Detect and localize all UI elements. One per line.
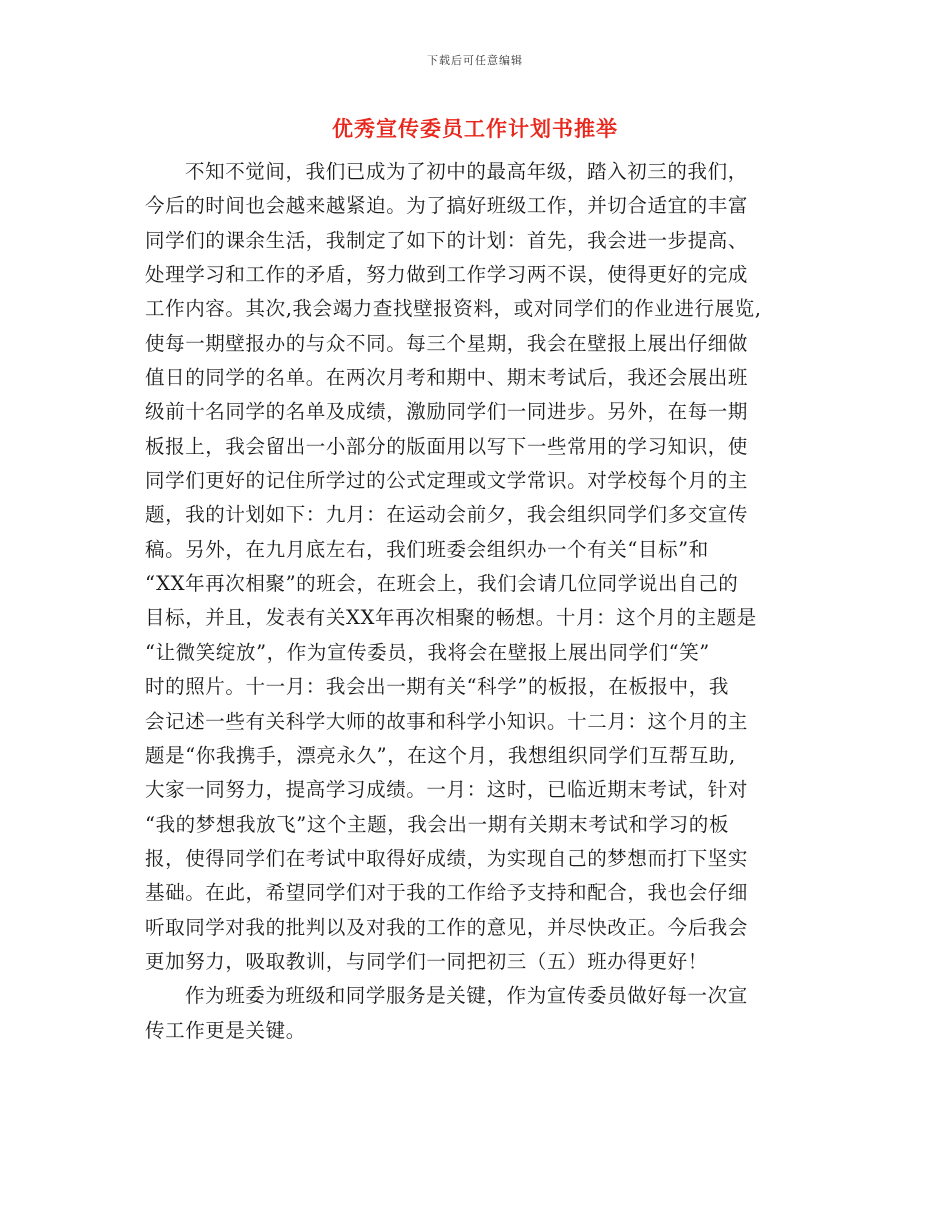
paragraph-line: 传工作更是关键。 <box>145 1018 306 1042</box>
paragraph-line: “让微笑绽放”，作为宣传委员，我将会在壁报上展出同学们“笑” <box>145 640 710 664</box>
paragraph-line: “我的梦想我放飞”这个主题，我会出一期有关期末考试和学习的板 <box>145 812 729 836</box>
paragraph-line: 作为班委为班级和同学服务是关键，作为宣传委员做好每一次宣 <box>185 984 748 1008</box>
paragraph-line: 处理学习和工作的矛盾，努力做到工作学习两不误，使得更好的完成 <box>145 263 749 287</box>
paragraph-line: 听取同学对我的批判以及对我的工作的意见，并尽快改正。今后我会 <box>145 915 749 939</box>
paragraph-line: 板报上，我会留出一小部分的版面用以写下一些常用的学习知识，使 <box>145 434 749 458</box>
paragraph-line: 值日的同学的名单。在两次月考和期中、期末考试后，我还会展出班 <box>145 366 749 390</box>
paragraph-line: “XX年再次相聚”的班会，在班会上，我们会请几位同学说出自己的 <box>145 572 739 596</box>
paragraph-line: 基础。在此，希望同学们对于我的工作给予支持和配合，我也会仔细 <box>145 881 749 905</box>
paragraph-line: 稿。另外，在九月底左右，我们班委会组织办一个有关“目标”和 <box>145 537 709 561</box>
paragraph-line: 时的照片。十一月：我会出一期有关“科学”的板报，在板报中，我 <box>145 675 729 699</box>
paragraph-line: 大家一同努力，提高学习成绩。一月：这时，已临近期末考试，针对 <box>145 778 749 802</box>
paragraph <box>145 155 810 979</box>
paragraph-line: 使每一期壁报办的与众不同。每三个星期，我会在壁报上展出仔细做 <box>145 331 749 355</box>
paragraph-line: 级前十名同学的名单及成绩，激励同学们一同进步。另外，在每一期 <box>145 400 749 424</box>
header-note: 下载后可任意编辑 <box>427 54 523 67</box>
paragraph <box>145 979 810 1048</box>
paragraph-line: 题，我的计划如下：九月：在运动会前夕，我会组织同学们多交宣传 <box>145 503 749 527</box>
paragraph-line: 同学们更好的记住所学过的公式定理或文学常识。对学校每个月的主 <box>145 469 749 493</box>
paragraph-line: 工作内容。其次,我会竭力查找壁报资料，或对同学们的作业进行展览, <box>145 297 762 321</box>
paragraph-line: 不知不觉间，我们已成为了初中的最高年级，踏入初三的我们， <box>185 160 748 183</box>
paragraph-line: 同学们的课余生活，我制定了如下的计划：首先，我会进一步提高、 <box>145 228 749 252</box>
paragraph-line: 今后的时间也会越来越紧迫。为了搞好班级工作，并切合适宜的丰富 <box>145 194 749 218</box>
paragraph-line: 报，使得同学们在考试中取得好成绩，为实现自己的梦想而打下坚实 <box>145 846 749 870</box>
document-body <box>145 155 810 1048</box>
paragraph-line: 题是“你我携手，漂亮永久”，在这个月，我想组织同学们互帮互助, <box>145 743 736 767</box>
paragraph-line: 目标，并且，发表有关XX年再次相聚的畅想。十月：这个月的主题是 <box>145 606 757 630</box>
document-title: 优秀宣传委员工作计划书推举 <box>332 116 618 141</box>
paragraph-line: 会记述一些有关科学大师的故事和科学小知识。十二月：这个月的主 <box>145 709 749 733</box>
paragraph-line: 更加努力，吸取教训，与同学们一同把初三（五）班办得更好！ <box>145 949 708 973</box>
